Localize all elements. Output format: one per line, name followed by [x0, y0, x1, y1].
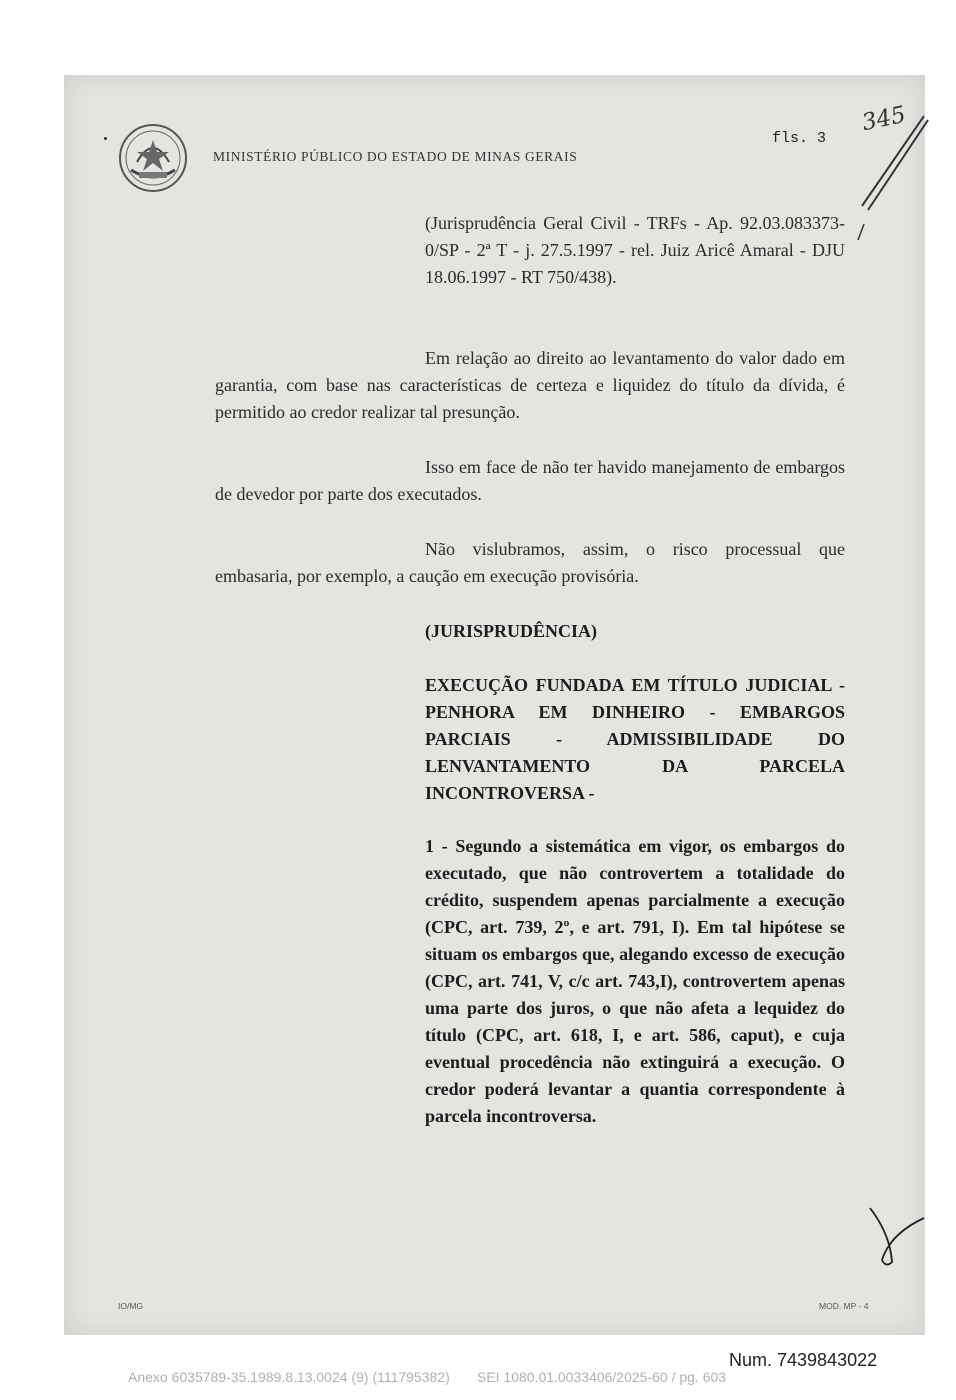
coat-of-arms-seal-icon	[117, 122, 189, 194]
page-reference: fls. 3	[772, 130, 827, 147]
body-paragraph-2: Isso em face de não ter havido manejamento de embargos de devedor por parte dos executados.	[215, 457, 845, 504]
body-paragraph-1: Em relação ao direito ao levantamento do valor dado em garantia, com base nas características de certeza e liquidez do título da dívida, é permitido ao credor realizar tal presunção.	[215, 348, 845, 422]
handwritten-page-number: 345	[859, 101, 909, 137]
annex-reference: Anexo 6035789-35.1989.8.13.0024 (9) (111795382) SEI 1080.01.0033406/2025-60 / pg. 603	[128, 1369, 727, 1385]
body-paragraph-3: Não vislubramos, assim, o risco processual que embasaria, por exemplo, a caução em execução provisória.	[215, 539, 845, 586]
ementa-heading: EXECUÇÃO FUNDADA EM TÍTULO JUDICIAL - PENHORA EM DINHEIRO - EMBARGOS PARCIAIS - ADMISSIBILIDADE DO LENVANTAMENTO DA PARCELA INCONTROVERSA -	[425, 675, 845, 803]
handwritten-slash-mark	[856, 106, 934, 242]
footer-left-code: IO/MG	[118, 1301, 144, 1311]
organization-header: MINISTÉRIO PÚBLICO DO ESTADO DE MINAS GERAIS	[213, 149, 578, 164]
handwritten-initials-signature	[866, 1204, 926, 1268]
margin-dot	[104, 137, 107, 140]
jurisprudencia-heading: (JURISPRUDÊNCIA)	[425, 621, 598, 641]
citation-paragraph: (Jurisprudência Geral Civil - TRFs - Ap. 92.03.083373-0/SP - 2ª T - j. 27.5.1997 - rel. Juiz Aricê Amaral - DJU 18.06.1997 - RT 750/438).	[425, 213, 845, 287]
footer-right-code: MOD. MP - 4	[819, 1301, 869, 1311]
document-number: Num. 7439843022	[729, 1350, 878, 1370]
ementa-text: 1 - Segundo a sistemática em vigor, os embargos do executado, que não controvertem a totalidade do crédito, suspendem apenas parcialmente a execução (CPC, art. 739, 2º, e art. 791, I). Em tal hipótese se situam os embargos que, alegando excesso de execução (CPC, art. 741, V, c/c art. 743,I), controvertem apenas uma parte dos juros, o que não afeta a lequidez do título (CPC, art. 618, I, e art. 586, caput), e cuja eventual procedência não extinguirá a execução. O credor poderá levantar a quantia correspondente à parcela incontroversa.	[425, 836, 845, 1126]
